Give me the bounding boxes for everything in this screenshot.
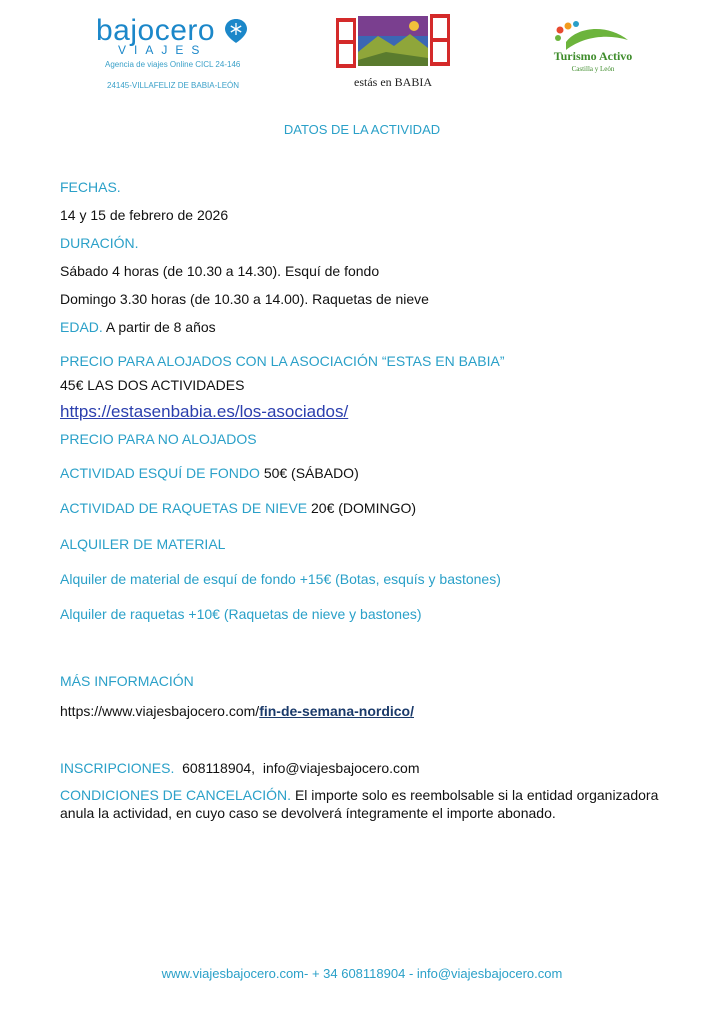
asociados-link[interactable]: https://estasenbabia.es/los-asociados/: [60, 402, 349, 421]
esqui-label: ACTIVIDAD ESQUÍ DE FONDO: [60, 465, 260, 481]
mas-info-url-bold[interactable]: fin-de-semana-nordico: [259, 703, 411, 719]
turismo-activo-icon: [548, 20, 638, 90]
fechas-value: 14 y 15 de febrero de 2026: [60, 207, 229, 223]
edad-value: A partir de 8 años: [105, 319, 216, 335]
inscripciones-email[interactable]: info@viajesbajocero.com: [262, 760, 420, 776]
inscripciones-phone: 608118904,: [182, 760, 256, 776]
duracion-label: DURACIÓN.: [60, 235, 139, 251]
window-logo-icon: [336, 12, 450, 92]
fechas-label: FECHAS.: [60, 179, 121, 195]
precio-no-alojados-label: PRECIO PARA NO ALOJADOS: [60, 431, 257, 447]
brand-logo-text: bajocero: [96, 14, 216, 47]
footer-contact: www.viajesbajocero.com- + 34 608118904 - info@viajesbajocero.com: [161, 966, 563, 981]
raquetas-value: 20€ (DOMINGO): [311, 500, 417, 516]
precio-alojados-value: 45€ LAS DOS ACTIVIDADES: [60, 377, 245, 393]
duracion-line-1: Sábado 4 horas (de 10.30 a 14.30). Esquí de fondo: [60, 263, 380, 279]
duracion-line-2: Domingo 3.30 horas (de 10.30 a 14.00). Raquetas de nieve: [60, 291, 429, 307]
edad-label: EDAD.: [60, 319, 103, 335]
logo-right-title: Turismo Activo: [553, 49, 633, 63]
raquetas-row: [60, 499, 416, 517]
alquiler-line-2: Alquiler de raquetas +10€ (Raquetas de nieve y bastones): [60, 606, 422, 622]
precio-alojados-label: PRECIO PARA ALOJADOS CON LA ASOCIACIÓN “ESTAS EN BABIA”: [60, 353, 505, 369]
snowflake-pin-icon: [223, 18, 249, 44]
mas-info-url[interactable]: [60, 702, 414, 720]
cancelacion-paragraph: [60, 786, 690, 822]
esqui-value: 50€ (SÁBADO): [263, 465, 359, 481]
mas-info-url-suffix[interactable]: /: [410, 703, 414, 719]
esqui-row: [60, 464, 359, 482]
cancelacion-text: El importe solo es reembolsable si la entidad organizadora anula la actividad, en cuyo caso se devolverá íntegramente el importe abonado.: [60, 787, 659, 821]
alquiler-label: ALQUILER DE MATERIAL: [60, 536, 226, 552]
agency-license: Agencia de viajes Online CICL 24-146: [105, 60, 241, 69]
mas-info-label: MÁS INFORMACIÓN: [60, 673, 194, 689]
edad-row: [60, 318, 216, 336]
alquiler-line-1: Alquiler de material de esquí de fondo +15€ (Botas, esquís y bastones): [60, 571, 501, 587]
raquetas-label: ACTIVIDAD DE RAQUETAS DE NIEVE: [60, 500, 308, 516]
logo-center-text: estás en BABIA: [354, 75, 432, 89]
logo-right-subtitle: Castilla y León: [571, 65, 615, 73]
agency-address: 24145-VILLAFELIZ DE BABIA-LEÓN: [107, 81, 240, 90]
inscripciones-row: [60, 759, 419, 777]
cancelacion-label: CONDICIONES DE CANCELACIÓN.: [60, 787, 292, 803]
mas-info-url-prefix[interactable]: https://www.viajesbajocero.com/: [60, 703, 260, 719]
inscripciones-label: INSCRIPCIONES.: [60, 760, 175, 776]
section-title: DATOS DE LA ACTIVIDAD: [283, 122, 441, 137]
brand-subtitle: VIAJES: [118, 43, 208, 57]
